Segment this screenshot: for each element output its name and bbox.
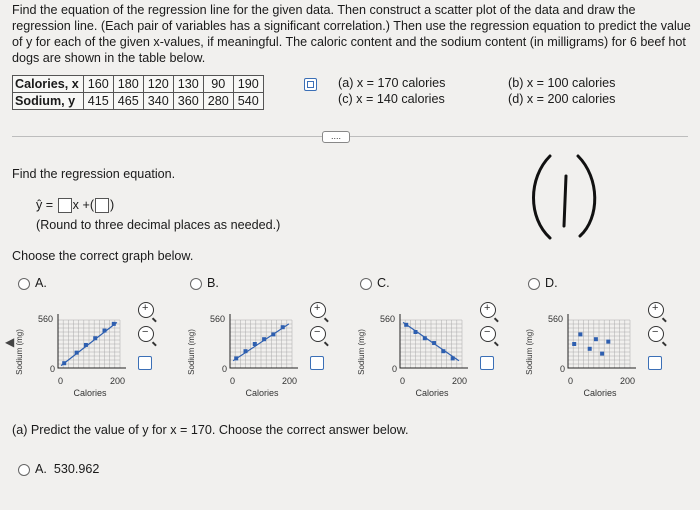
expand-button[interactable]: .... <box>322 131 350 143</box>
data-point <box>451 356 455 360</box>
plot-area <box>400 314 468 368</box>
x-cell: 190 <box>233 76 263 93</box>
graph-option-a[interactable] <box>14 276 179 406</box>
x-cell: 130 <box>173 76 203 93</box>
option-letter: B. <box>207 276 219 290</box>
copy-data-icon[interactable] <box>304 78 317 91</box>
y-cell: 415 <box>83 93 113 110</box>
data-point <box>588 347 592 351</box>
open-graph-icon[interactable] <box>480 356 494 370</box>
plot-area <box>58 314 126 368</box>
data-point <box>441 349 445 353</box>
plot-area <box>230 314 298 368</box>
data-point <box>572 342 576 346</box>
question-a: (a) x = 170 calories <box>338 76 446 90</box>
graph-option-b[interactable] <box>186 276 351 406</box>
x-cell: 90 <box>203 76 233 93</box>
radio-button[interactable] <box>18 278 30 290</box>
x-tick-label: 200 <box>620 376 636 386</box>
y-tick-zero: 0 <box>392 364 398 374</box>
y-label: Sodium, y <box>13 93 84 110</box>
data-point <box>244 349 248 353</box>
data-point <box>578 332 582 336</box>
x-tick-zero: 0 <box>58 376 64 386</box>
y-tick-label: 560 <box>380 314 396 324</box>
zoom-in-icon[interactable]: + <box>648 302 664 318</box>
divider <box>12 136 688 137</box>
y-tick-zero: 0 <box>560 364 566 374</box>
x-cell: 120 <box>143 76 173 93</box>
slope-input[interactable] <box>58 198 72 213</box>
scroll-left-arrow[interactable]: ◀ <box>5 335 15 349</box>
y-axis-label: Sodium (mg) <box>187 329 196 375</box>
y-tick-label: 560 <box>210 314 226 324</box>
zoom-out-icon[interactable]: − <box>310 326 326 342</box>
data-point <box>62 361 66 365</box>
data-point <box>414 330 418 334</box>
y-cell: 540 <box>233 93 263 110</box>
zoom-out-icon[interactable]: − <box>138 326 154 342</box>
option-label: A. <box>35 462 47 476</box>
option-letter: A. <box>35 276 47 290</box>
data-point <box>594 337 598 341</box>
x-tick-label: 200 <box>110 376 126 386</box>
scatter-plot <box>356 300 476 402</box>
predict-question: (a) Predict the value of y for x = 170. Choose the correct answer below. <box>12 423 409 437</box>
data-point <box>234 356 238 360</box>
open-graph-icon[interactable] <box>648 356 662 370</box>
y-cell: 340 <box>143 93 173 110</box>
choose-graph-prompt: Choose the correct graph below. <box>12 249 194 263</box>
handwriting-mark <box>520 148 610 243</box>
option-value: 530.962 <box>53 462 100 476</box>
zoom-in-icon[interactable]: + <box>480 302 496 318</box>
y-axis-label: Sodium (mg) <box>525 329 534 375</box>
data-point <box>112 322 116 326</box>
graph-option-label[interactable] <box>18 276 47 290</box>
intercept-input[interactable] <box>95 198 109 213</box>
radio-button[interactable] <box>528 278 540 290</box>
data-point <box>75 351 79 355</box>
data-point <box>281 325 285 329</box>
data-point <box>432 341 436 345</box>
x-axis-label: Calories <box>245 388 279 398</box>
graph-option-label[interactable] <box>190 276 219 290</box>
open-graph-icon[interactable] <box>138 356 152 370</box>
question-c: (c) x = 140 calories <box>338 92 445 106</box>
data-point <box>93 336 97 340</box>
y-cell: 465 <box>113 93 143 110</box>
problem-statement: Find the equation of the regression line for the given data. Then construct a scatter plot of the data and draw the regression line. (Each pair of variables has a significant correlation.) Then use the regression equation to predict the value of y for each of the given x-values, if meaningful. The caloric content and the sodium content (in milligrams) for 6 beef hot dogs are shown in the table below. <box>12 3 691 65</box>
x-cell: 180 <box>113 76 143 93</box>
data-point <box>253 342 257 346</box>
graph-option-label[interactable] <box>360 276 390 290</box>
x-cell: 160 <box>83 76 113 93</box>
x-tick-zero: 0 <box>230 376 236 386</box>
radio-button[interactable] <box>190 278 202 290</box>
y-tick-label: 560 <box>548 314 564 324</box>
zoom-out-icon[interactable]: − <box>480 326 496 342</box>
y-tick-label: 560 <box>38 314 54 324</box>
x-label: Calories, x <box>13 76 84 93</box>
option-letter: C. <box>377 276 390 290</box>
open-paren: ( <box>89 198 95 212</box>
yhat-symbol: ŷ <box>36 198 43 212</box>
scatter-plot <box>14 300 134 402</box>
question-b: (b) x = 100 calories <box>508 76 616 90</box>
data-point <box>404 323 408 327</box>
data-point <box>606 340 610 344</box>
y-cell: 360 <box>173 93 203 110</box>
table-row <box>13 93 264 110</box>
y-axis-label: Sodium (mg) <box>357 329 366 375</box>
radio-button[interactable] <box>18 464 30 476</box>
x-tick-zero: 0 <box>400 376 406 386</box>
data-point <box>600 352 604 356</box>
graph-option-d[interactable] <box>524 276 689 406</box>
regression-equation <box>36 198 114 213</box>
data-point <box>271 332 275 336</box>
scatter-plot <box>186 300 306 402</box>
graph-option-c[interactable] <box>356 276 521 406</box>
y-tick-zero: 0 <box>50 364 56 374</box>
data-table <box>12 75 264 110</box>
radio-button[interactable] <box>360 278 372 290</box>
scatter-plot <box>524 300 644 402</box>
y-cell: 280 <box>203 93 233 110</box>
question-d: (d) x = 200 calories <box>508 92 616 106</box>
graph-option-label[interactable] <box>528 276 558 290</box>
regression-prompt: Find the regression equation. <box>12 167 176 181</box>
x-tick-zero: 0 <box>568 376 574 386</box>
equals-sign: = <box>45 198 54 212</box>
open-graph-icon[interactable] <box>310 356 324 370</box>
x-plus-text: x + <box>72 198 90 212</box>
close-paren: ) <box>110 198 115 212</box>
plot-area <box>568 314 636 368</box>
table-row <box>13 76 264 93</box>
x-axis-label: Calories <box>415 388 449 398</box>
answer-option-a[interactable] <box>18 462 99 476</box>
y-axis-label: Sodium (mg) <box>15 329 24 375</box>
option-letter: D. <box>545 276 558 290</box>
zoom-out-icon[interactable]: − <box>648 326 664 342</box>
data-point <box>423 336 427 340</box>
zoom-in-icon[interactable]: + <box>310 302 326 318</box>
x-tick-label: 200 <box>282 376 298 386</box>
x-tick-label: 200 <box>452 376 468 386</box>
rounding-hint: (Round to three decimal places as needed.) <box>36 218 281 232</box>
data-point <box>103 329 107 333</box>
x-axis-label: Calories <box>583 388 617 398</box>
zoom-in-icon[interactable]: + <box>138 302 154 318</box>
data-point <box>262 337 266 341</box>
y-tick-zero: 0 <box>222 364 228 374</box>
data-point <box>84 343 88 347</box>
x-axis-label: Calories <box>73 388 107 398</box>
